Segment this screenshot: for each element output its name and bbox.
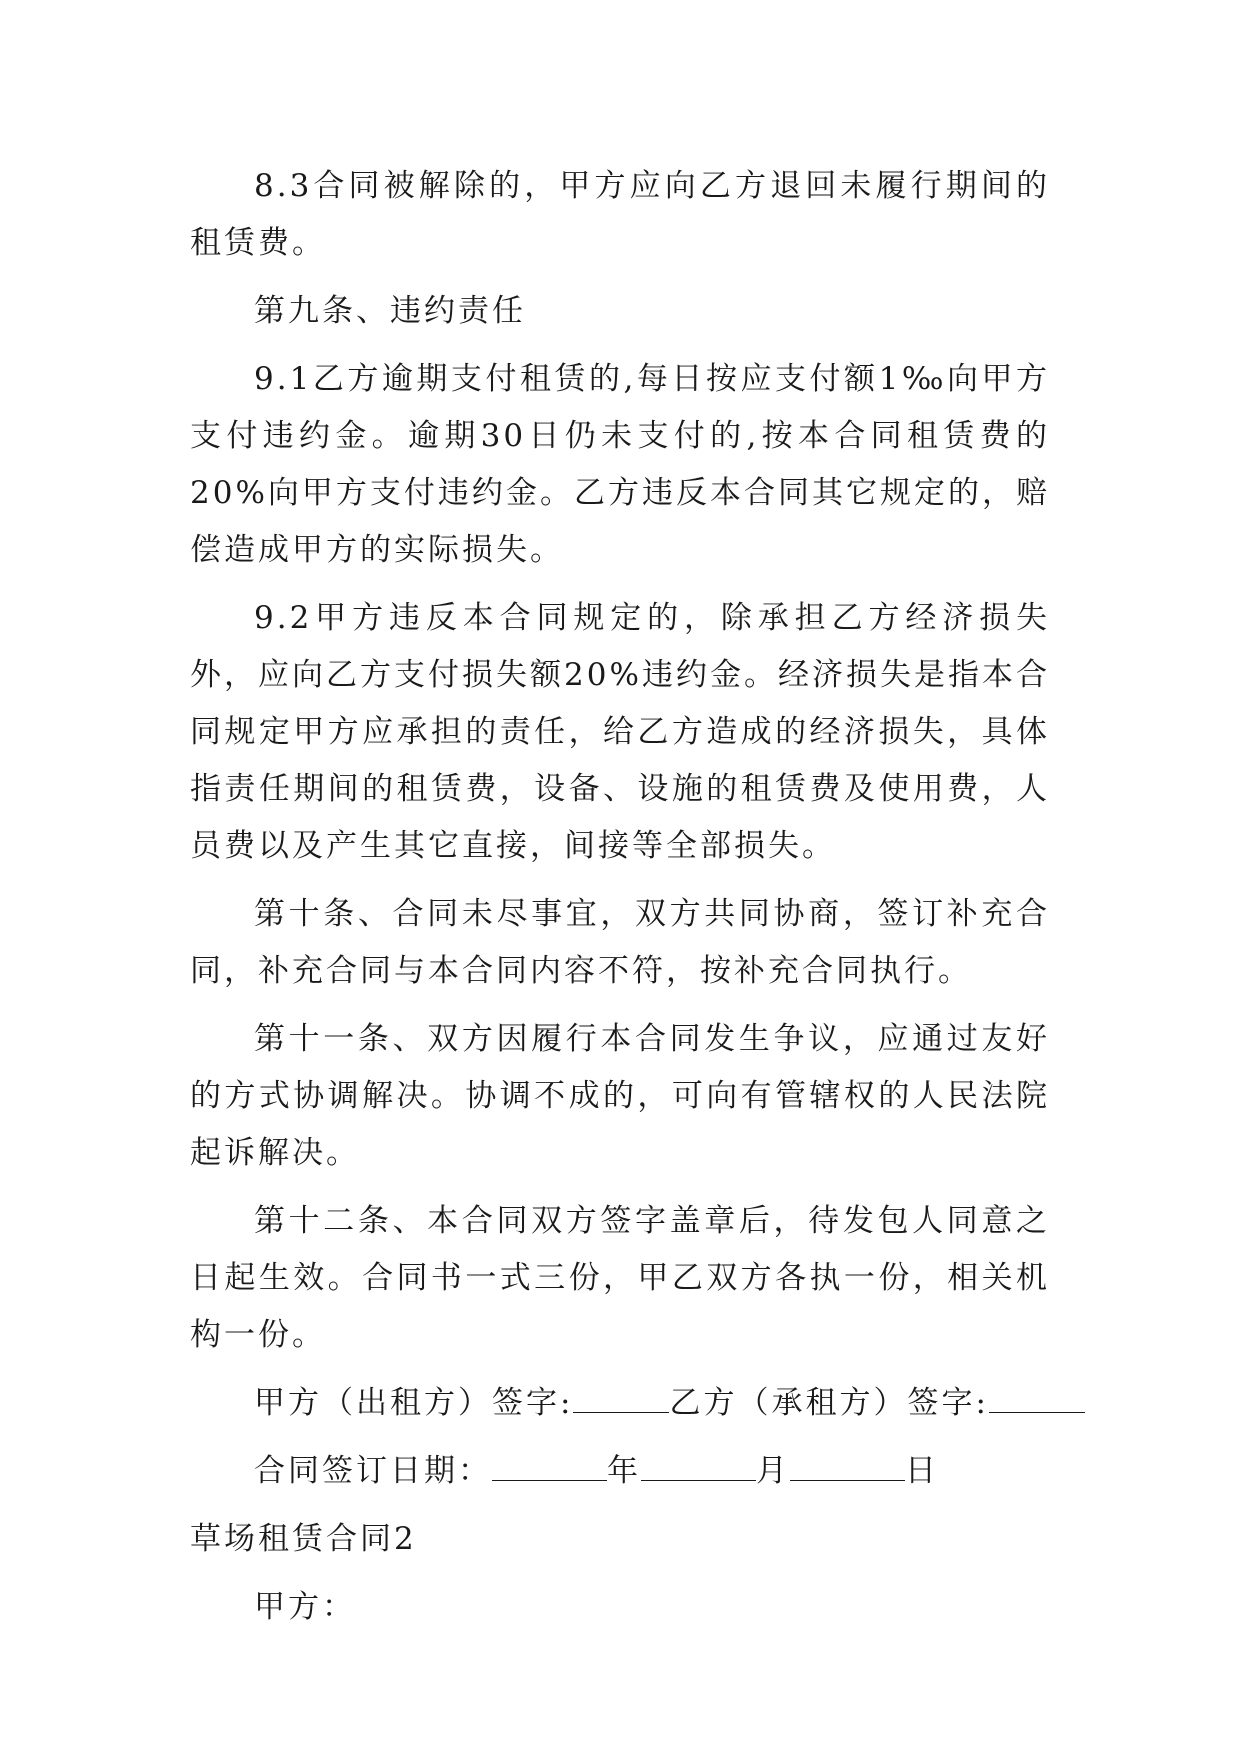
clause-9-1: 9.1乙方逾期支付租赁的,每日按应支付额1‰向甲方支付违约金。逾期30日仍未支付的,按本合同租赁费的20%向甲方支付违约金。乙方违反本合同其它规定的，赔偿造成甲方的实际损失。 bbox=[190, 361, 1050, 568]
day-blank[interactable] bbox=[790, 1454, 905, 1481]
article-11: 第十一条、双方因履行本合同发生争议，应通过友好的方式协调解决。协调不成的，可向有管辖权的人民法院起诉解决。 bbox=[190, 1021, 1050, 1171]
next-contract-title: 草场租赁合同2 bbox=[190, 1521, 417, 1557]
next-party-a-label: 甲方： bbox=[254, 1589, 356, 1625]
party-a-signature-blank[interactable] bbox=[573, 1386, 669, 1413]
month-label: 月 bbox=[756, 1453, 790, 1489]
clause-9-2: 9.2甲方违反本合同规定的，除承担乙方经济损失外，应向乙方支付损失额20%违约金。经济损失是指本合同规定甲方应承担的责任，给乙方造成的经济损失，具体指责任期间的租赁费，设备、设施的租赁费及使用费，人员费以及产生其它直接，间接等全部损失。 bbox=[190, 600, 1050, 864]
article-12: 第十二条、本合同双方签字盖章后，待发包人同意之日起生效。合同书一式三份，甲乙双方各执一份，相关机构一份。 bbox=[190, 1203, 1050, 1353]
year-label: 年 bbox=[607, 1453, 641, 1489]
year-blank[interactable] bbox=[492, 1454, 607, 1481]
document-body bbox=[190, 158, 1050, 1647]
signing-date-label: 合同签订日期： bbox=[254, 1453, 492, 1489]
party-b-signature-label: 乙方（承租方）签字: bbox=[669, 1385, 989, 1421]
day-label: 日 bbox=[905, 1453, 939, 1489]
month-blank[interactable] bbox=[641, 1454, 756, 1481]
party-a-signature-label: 甲方（出租方）签字: bbox=[254, 1385, 574, 1421]
article-10: 第十条、合同未尽事宜，双方共同协商，签订补充合同，补充合同与本合同内容不符，按补充合同执行。 bbox=[190, 896, 1050, 989]
article-9-heading: 第九条、违约责任 bbox=[254, 293, 526, 329]
clause-8-3: 8.3合同被解除的，甲方应向乙方退回未履行期间的租赁费。 bbox=[190, 168, 1050, 261]
signing-date-line bbox=[190, 1443, 1050, 1500]
signature-line bbox=[190, 1375, 1050, 1432]
party-b-signature-blank[interactable] bbox=[989, 1386, 1085, 1413]
